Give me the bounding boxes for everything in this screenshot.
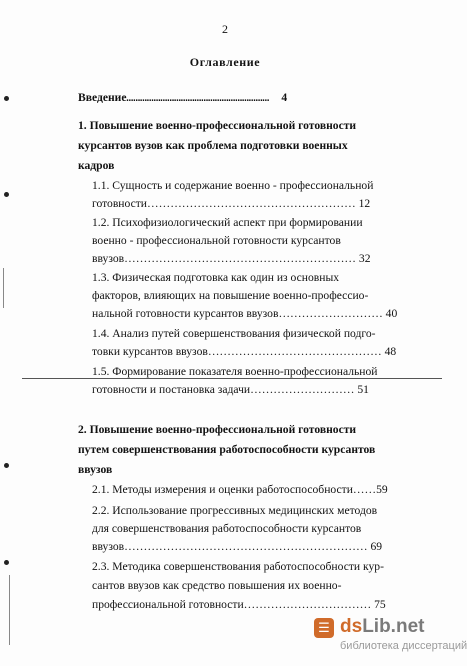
- binder-hole-mark: [4, 192, 9, 197]
- toc-section-2-2-line-1[interactable]: 2.2. Использование прогрессивных медицинских методов: [92, 504, 378, 517]
- dslib-brand: [340, 616, 467, 638]
- toc-chapter-1-line-1[interactable]: 1. Повышение военно-профессиональной готовности: [78, 119, 357, 132]
- toc-section-2-3-line-1[interactable]: 2.3. Методика совершенствования работоспособности кур-: [92, 560, 384, 573]
- binder-hole-mark: [4, 463, 9, 468]
- toc-chapter-1-line-2[interactable]: курсантов вузов как проблема подготовки военных: [78, 139, 348, 152]
- margin-scan-line: [3, 268, 4, 308]
- toc-section-1-2-line-1[interactable]: 1.2. Психофизиологический аспект при формировании: [92, 216, 363, 229]
- scan-artifact-line: [22, 378, 442, 379]
- toc-section-1-1-line-2[interactable]: готовности……………………………………………… 12: [92, 197, 371, 210]
- toc-section-2-2-line-2[interactable]: для совершенствования работоспособности курсантов: [92, 522, 362, 535]
- toc-chapter-2-line-1[interactable]: 2. Повышение военно-профессиональной готовности: [78, 423, 357, 436]
- toc-section-2-3-line-2[interactable]: сантов ввузов как средство повышения их военно-: [92, 579, 342, 592]
- toc-section-1-2-line-2[interactable]: военно - профессиональной готовности курсантов: [92, 234, 341, 247]
- toc-section-1-1-line-1[interactable]: 1.1. Сущность и содержание военно - профессиональной: [92, 179, 374, 192]
- toc-intro-label: Введение: [78, 91, 127, 104]
- toc-section-1-2-line-3[interactable]: ввузов…………………………………………………… 32: [92, 252, 371, 265]
- dslib-watermark[interactable]: [318, 616, 467, 652]
- toc-chapter-2-line-2[interactable]: путем совершенствования работоспособности курсантов: [78, 443, 376, 456]
- toc-section-2-1-line-1[interactable]: 2.1. Методы измерения и оценки работоспособности……59: [92, 483, 388, 496]
- binder-hole-mark: [4, 96, 9, 101]
- book-icon: ☰: [314, 618, 334, 638]
- margin-scan-line: [9, 575, 10, 645]
- dslib-tagline: библиотека диссертаций: [340, 640, 467, 652]
- toc-section-2-2-line-3[interactable]: ввузов……………………………………………………… 69: [92, 540, 383, 553]
- toc-intro-leader: ………………………………………………………: [126, 93, 270, 105]
- toc-section-1-3-line-3[interactable]: нальной готовности курсантов ввузов……………………… 40: [92, 307, 398, 320]
- toc-section-1-5-line-2[interactable]: готовности и постановка задачи……………………… 51: [92, 383, 369, 396]
- toc-section-1-4-line-1[interactable]: 1.4. Анализ путей совершенствования физической подго-: [92, 327, 376, 340]
- page-number: 2: [222, 22, 228, 36]
- toc-intro-page: 4: [281, 91, 288, 104]
- toc-title: Оглавление: [189, 55, 261, 69]
- toc-section-1-3-line-2[interactable]: факторов, влияющих на повышение военно-профессио-: [92, 289, 369, 302]
- toc-section-1-3-line-1[interactable]: 1.3. Физическая подготовка как один из основных: [92, 271, 340, 284]
- dslib-brand-ds: ds: [340, 616, 363, 637]
- toc-section-1-5-line-1[interactable]: 1.5. Формирование показателя военно-профессиональной: [92, 365, 378, 378]
- toc-chapter-1-line-3[interactable]: кадров: [78, 159, 115, 172]
- binder-hole-mark: [4, 560, 9, 565]
- toc-section-2-3-line-3[interactable]: профессиональной готовности…………………………… 75: [92, 598, 386, 611]
- dslib-brand-rest: Lib.net: [362, 616, 425, 637]
- toc-section-1-4-line-2[interactable]: товки курсантов ввузов……………………………………… 48: [92, 345, 397, 358]
- toc-intro-entry[interactable]: [78, 92, 287, 105]
- toc-chapter-2-line-3[interactable]: ввузов: [78, 463, 113, 476]
